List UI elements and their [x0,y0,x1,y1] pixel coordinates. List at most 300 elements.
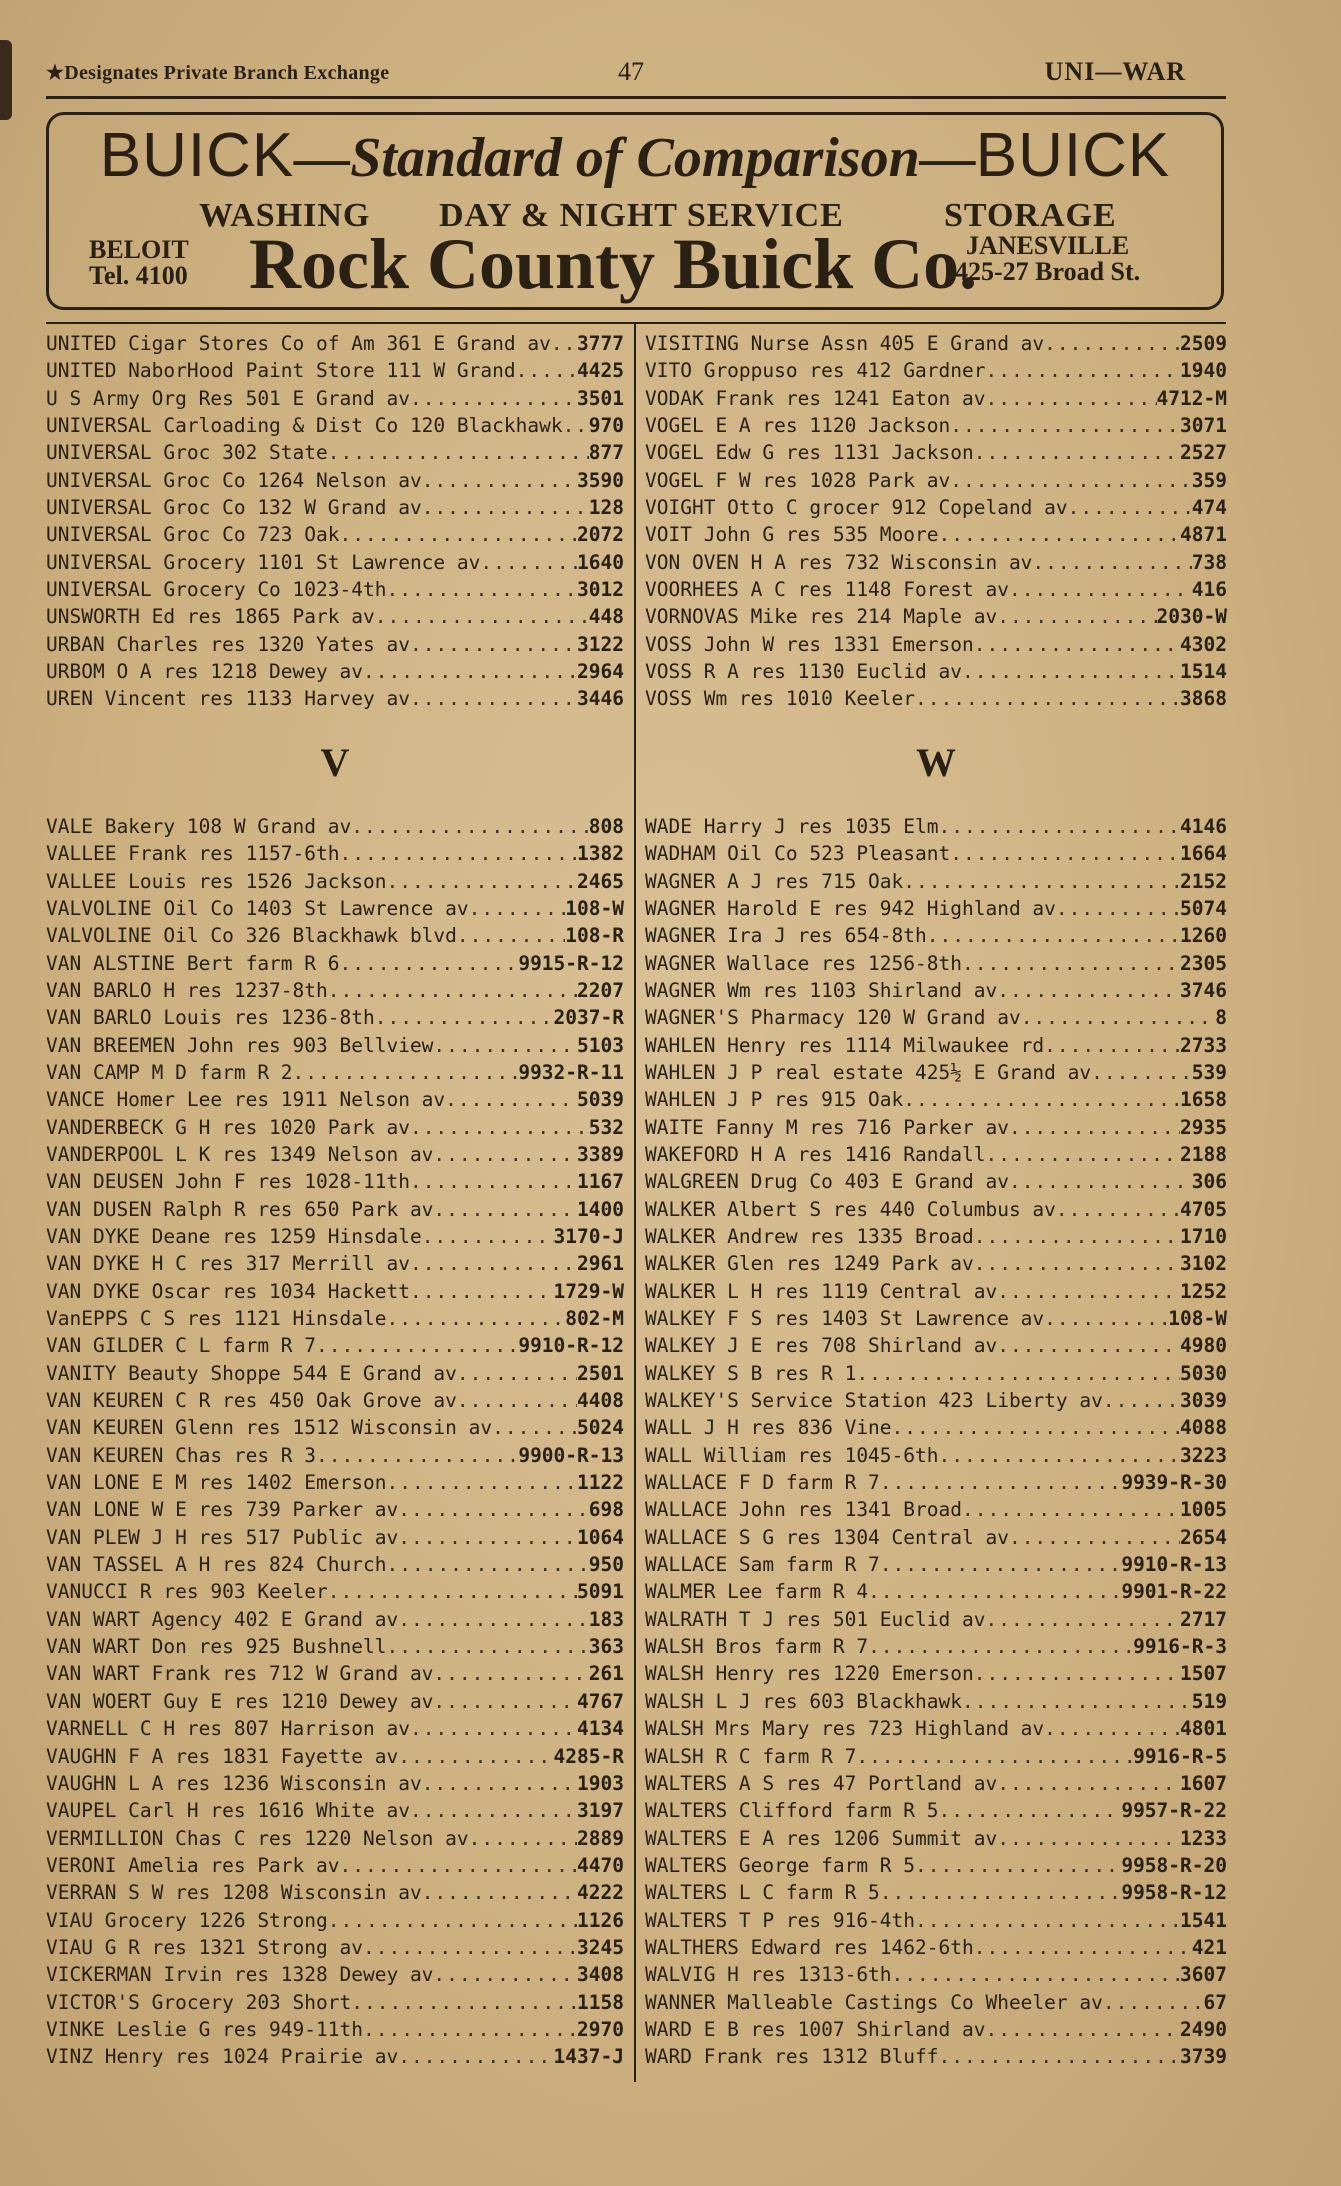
listing-entry [645,1387,1227,1414]
listing-name: WALMER Lee farm R 4 [645,1580,869,1604]
listing-entry [46,1715,624,1742]
listing-entry [645,357,1227,384]
listing-name: VAUGHN F A res 1831 Fayette av [46,1744,399,1768]
listing-name: VICTOR'S Grocery 203 Short [46,1990,352,2014]
phone-number: 5024 [577,1416,624,1440]
leader-dots [363,658,577,685]
listing-name: WALLACE F D farm R 7 [645,1471,880,1495]
listing-entry [645,412,1227,439]
listing-name: VITO Groppuso res 412 Gardner [645,359,986,383]
leader-dots [939,1797,1122,1824]
listing-name: UNIVERSAL Grocery Co 1023-4th [46,578,387,602]
listing-name: WALTERS E A res 1206 Summit av [645,1826,998,1850]
listing-name: WALLACE John res 1341 Broad [645,1498,962,1522]
listing-name: WALKEY J E res 708 Shirland av [645,1334,998,1358]
listing-entry [46,1551,624,1578]
leader-dots [433,1688,577,1715]
listing-name: VAN WART Frank res 712 W Grand av [46,1662,434,1686]
listing-entry [645,330,1227,357]
listing-entry [645,439,1227,466]
phone-number: 877 [588,441,624,465]
listing-name: WARD Frank res 1312 Bluff [645,2045,939,2069]
phone-number: 3170-J [553,1224,624,1248]
listing-entry [645,1168,1227,1195]
listing-name: WAITE Fanny M res 716 Parker av [645,1115,1009,1139]
leader-dots [939,1442,1181,1469]
listing-entry [645,385,1227,412]
listing-name: WALKEY'S Service Station 423 Liberty av [645,1389,1103,1413]
listing-entry [46,977,624,1004]
listing-entry [645,1496,1227,1523]
listing-entry [46,1660,624,1687]
phone-number: 9939-R-30 [1121,1471,1227,1495]
leader-dots [398,2043,553,2070]
listing-entry [645,1524,1227,1551]
leader-dots [469,1825,577,1852]
listing-name: UNIVERSAL Groc Co 1264 Nelson av [46,468,422,492]
phone-number: 9958-R-12 [1121,1881,1227,1905]
leader-dots [950,840,1180,867]
listing-entry [645,1250,1227,1277]
phone-number: 1400 [577,1197,624,1221]
phone-number: 3071 [1180,414,1227,438]
listing-name: WAGNER Harold E res 942 Highland av [645,896,1056,920]
listing-entry [645,658,1227,685]
phone-number: 2889 [577,1826,624,1850]
phone-number: 5103 [577,1033,624,1057]
phone-number: 4705 [1180,1197,1227,1221]
leader-dots [997,603,1156,630]
leader-dots [433,1032,577,1059]
leader-dots [915,1907,1180,1934]
leader-dots [445,1086,577,1113]
phone-number: 3746 [1180,978,1227,1002]
listing-entry [46,1961,624,1988]
listing-name: WALGREEN Drug Co 403 E Grand av [645,1170,1009,1194]
listing-name: WALKER Andrew res 1335 Broad [645,1224,974,1248]
leader-dots [316,1332,518,1359]
listing-name: VALLEE Louis res 1526 Jackson [46,869,387,893]
leader-dots [962,1688,1192,1715]
listing-entry [645,685,1227,712]
listing-entry [46,1059,624,1086]
leader-dots [410,685,577,712]
phone-number: 67 [1203,1990,1227,2014]
phone-number: 3868 [1180,687,1227,711]
listing-name: WALKER Albert S res 440 Columbus av [645,1197,1056,1221]
listing-entry [46,1278,624,1305]
leader-dots [903,1086,1180,1113]
listing-entry [46,1332,624,1359]
listing-name: URBAN Charles res 1320 Yates av [46,632,410,656]
phone-number: 4425 [577,359,624,383]
listing-name: WAHLEN J P res 915 Oak [645,1088,904,1112]
listing-name: WANNER Malleable Castings Co Wheeler av [645,1990,1103,2014]
phone-number: 1507 [1180,1662,1227,1686]
page-header [46,52,1226,92]
listing-entry [46,1852,624,1879]
listing-entry [645,840,1227,867]
listing-entry [645,1086,1227,1113]
phone-number: 1064 [577,1525,624,1549]
listing-entry [46,1168,624,1195]
listing-name: WALLACE S G res 1304 Central av [645,1525,1009,1549]
listing-name: VAN BARLO Louis res 1236-8th [46,1006,375,1030]
listing-name: WALLACE Sam farm R 7 [645,1553,880,1577]
leader-dots [997,1825,1180,1852]
listing-name: VON OVEN H A res 732 Wisconsin av [645,550,1033,574]
listing-name: WALVIG H res 1313-6th [645,1963,892,1987]
leader-dots [962,658,1180,685]
phone-number: 3777 [577,332,624,355]
leader-dots [328,1578,577,1605]
leader-dots [433,1660,588,1687]
listing-name: VINZ Henry res 1024 Prairie av [46,2045,399,2069]
leader-dots [892,1961,1180,1988]
phone-number: 738 [1191,550,1227,574]
listing-name: WAGNER'S Pharmacy 120 W Grand av [645,1006,1021,1030]
listing-name: VISITING Nurse Assn 405 E Grand av [645,332,1045,355]
listing-entry [46,2016,624,2043]
listing-entry [645,1989,1227,2016]
listing-entry [645,1223,1227,1250]
leader-dots [950,467,1192,494]
listing-name: U S Army Org Res 501 E Grand av [46,386,410,410]
listing-name: VOORHEES A C res 1148 Forest av [645,578,1009,602]
listing-name: VAN KEUREN Chas res R 3 [46,1443,317,1467]
phone-number: 2188 [1180,1142,1227,1166]
phone-number: 2072 [577,523,624,547]
listing-entry [46,1879,624,1906]
leader-dots [880,1469,1122,1496]
listing-name: WALTERS T P res 916-4th [645,1908,916,1932]
listing-name: UNITED NaborHood Paint Store 111 W Grand [46,359,516,383]
listing-name: VANITY Beauty Shoppe 544 E Grand av [46,1361,457,1385]
listing-entry [645,521,1227,548]
leader-dots [985,2016,1180,2043]
phone-number: 3408 [577,1963,624,1987]
phone-number: 9901-R-22 [1121,1580,1227,1604]
leader-dots [422,1879,577,1906]
phone-number: 1158 [577,1990,624,2014]
leader-dots [1103,1989,1204,2016]
listing-entry [46,1524,624,1551]
listing-name: WALRATH T J res 501 Euclid av [645,1607,986,1631]
phone-number: 2207 [577,978,624,1002]
listing-entry [46,895,624,922]
listing-name: WALKEY F S res 1403 St Lawrence av [645,1307,1045,1330]
phone-number: 1903 [577,1771,624,1795]
phone-number: 1167 [577,1170,624,1194]
ad-day-night-service: DAY & NIGHT SERVICE [439,197,844,234]
listing-entry [645,1660,1227,1687]
listing-entry [46,1743,624,1770]
listing-entry [46,1114,624,1141]
leader-dots [939,813,1181,840]
phone-number: 4302 [1180,632,1227,656]
phone-number: 1664 [1180,842,1227,866]
leader-dots [997,1278,1180,1305]
listing-name: VAN DEUSEN John F res 1028-11th [46,1170,410,1194]
listing-entry [645,1606,1227,1633]
phone-number: 4871 [1180,523,1227,547]
column-divider [634,322,636,2082]
leader-dots [1056,895,1180,922]
phone-number: 421 [1191,1935,1227,1959]
listing-name: VIAU G R res 1321 Strong av [46,1935,363,1959]
phone-number: 1437-J [553,2045,624,2069]
listing-entry [46,1086,624,1113]
listing-name: VAN WOERT Guy E res 1210 Dewey av [46,1689,434,1713]
listing-entry [46,576,624,603]
phone-number: 5030 [1180,1361,1227,1385]
leader-dots [1009,1114,1180,1141]
phone-number: 2305 [1180,951,1227,975]
phone-number: 950 [588,1553,624,1577]
listing-entry [645,977,1227,1004]
leader-dots [1044,1032,1180,1059]
leader-dots [375,603,589,630]
phone-number: 9910-R-13 [1121,1553,1227,1577]
listing-entry [46,1989,624,2016]
leader-dots [1068,494,1192,521]
phone-number: 128 [588,496,624,520]
phone-number: 4408 [577,1389,624,1413]
leader-dots [340,1852,578,1879]
listing-name: VORNOVAS Mike res 214 Maple av [645,605,998,629]
leader-dots [410,1278,554,1305]
phone-number: 5074 [1180,896,1227,920]
buick-advertisement [46,112,1224,310]
phone-number: 1710 [1180,1224,1227,1248]
phone-number: 306 [1191,1170,1227,1194]
listing-entry [46,1688,624,1715]
listing-name: VOGEL E A res 1120 Jackson [645,414,951,438]
leader-dots [328,439,589,466]
phone-number: 9915-R-12 [518,951,624,975]
listing-name: WAGNER Ira J res 654-8th [645,924,927,948]
listing-entry [46,1032,624,1059]
leader-dots [974,1250,1180,1277]
phone-number: 3501 [577,386,624,410]
listing-name: VAN KEUREN C R res 450 Oak Grove av [46,1389,457,1413]
listing-name: WARD E B res 1007 Shirland av [645,2017,986,2041]
listing-entry [645,1141,1227,1168]
listing-entry [46,868,624,895]
leader-dots [974,1934,1192,1961]
listing-name: VERONI Amelia res Park av [46,1853,340,1877]
listing-name: WALTERS L C farm R 5 [645,1881,880,1905]
phone-number: 4712-M [1156,386,1227,410]
leader-dots [974,1660,1180,1687]
listing-entry [46,1797,624,1824]
listing-entry [645,1360,1227,1387]
leader-dots [985,1606,1180,1633]
ad-beloit-tel: Tel. 4100 [89,261,188,290]
leader-dots [1103,1387,1180,1414]
leader-dots [868,1578,1121,1605]
phone-number: 4088 [1180,1416,1227,1440]
left-column [46,330,624,2071]
leader-dots [340,840,578,867]
phone-number: 3389 [577,1142,624,1166]
leader-dots [927,922,1180,949]
listing-name: VOGEL Edw G res 1131 Jackson [645,441,974,465]
listing-name: VAN ALSTINE Bert farm R 6 [46,951,340,975]
listing-entry [46,494,624,521]
leader-dots [433,1961,577,1988]
listing-entry [46,412,624,439]
leader-dots [856,1743,1133,1770]
listing-entry [46,1387,624,1414]
phone-number: 9932-R-11 [518,1060,624,1084]
phone-number: 2030-W [1156,605,1227,629]
listing-name: WALKER L H res 1119 Central av [645,1279,998,1303]
listing-entry [645,1715,1227,1742]
leader-dots [386,868,577,895]
listing-entry [645,1414,1227,1441]
leader-dots [457,1360,577,1387]
phone-number: 698 [588,1498,624,1522]
leader-dots [457,1387,577,1414]
phone-number: 4767 [577,1689,624,1713]
leader-dots [457,922,565,949]
listing-name: WALKER Glen res 1249 Park av [645,1252,974,1276]
leader-dots [985,357,1180,384]
leader-dots [328,1907,577,1934]
phone-number: 3039 [1180,1389,1227,1413]
phone-number: 1729-W [553,1279,624,1303]
listing-entry [645,1004,1227,1031]
leader-dots [903,868,1180,895]
phone-number: 4980 [1180,1334,1227,1358]
listing-entry [645,1551,1227,1578]
leader-dots [950,412,1180,439]
leader-dots [398,1743,553,1770]
listing-name: WAKEFORD H A res 1416 Randall [645,1142,986,1166]
phone-number: 359 [1191,468,1227,492]
leader-dots [398,1606,589,1633]
listing-name: VAN PLEW J H res 517 Public av [46,1525,399,1549]
leader-dots [880,1879,1122,1906]
listing-entry [645,1278,1227,1305]
listing-entry [645,868,1227,895]
ad-slogan: —Standard of Comparison— [294,127,976,189]
leader-dots [997,1770,1180,1797]
phone-number: 3122 [577,632,624,656]
leader-dots [892,1414,1180,1441]
leader-dots [398,1496,589,1523]
phone-number: 3590 [577,468,624,492]
listing-entry [645,549,1227,576]
listing-entry [46,1414,624,1441]
listing-name: VOIGHT Otto C grocer 912 Copeland av [645,496,1068,520]
phone-number: 108-W [565,896,624,920]
listing-entry [645,1852,1227,1879]
leader-dots [962,1496,1180,1523]
listing-name: VAN LONE W E res 739 Parker av [46,1498,399,1522]
leader-dots [340,950,519,977]
leader-dots [985,1141,1180,1168]
listing-name: VAN GILDER C L farm R 7 [46,1334,317,1358]
listing-name: VOGEL F W res 1028 Park av [645,468,951,492]
phone-number: 1126 [577,1908,624,1932]
listing-entry [645,1688,1227,1715]
leader-dots [351,1989,577,2016]
phone-number: 1541 [1180,1908,1227,1932]
leader-dots [386,1305,565,1332]
phone-number: 4134 [577,1717,624,1741]
phone-number: 1940 [1180,359,1227,383]
phone-number: 3446 [577,687,624,711]
phone-number: 3607 [1180,1963,1227,1987]
listing-name: VAUPEL Carl H res 1616 White av [46,1799,410,1823]
leader-dots [422,1223,554,1250]
phone-number: 2970 [577,2017,624,2041]
leader-dots [328,977,577,1004]
listing-entry [46,521,624,548]
phone-number: 9910-R-12 [518,1334,624,1358]
phone-number: 5091 [577,1580,624,1604]
listing-name: VALVOLINE Oil Co 1403 St Lawrence av [46,896,469,920]
leader-dots [410,1250,577,1277]
leader-dots [939,2043,1181,2070]
phone-number: 2654 [1180,1525,1227,1549]
listing-entry [46,549,624,576]
listing-name: WAHLEN Henry res 1114 Milwaukee rd [645,1033,1045,1057]
leader-dots [398,1524,577,1551]
phone-number: 970 [588,414,624,438]
leader-dots [974,1223,1180,1250]
leader-dots [469,895,566,922]
listing-entry [46,1196,624,1223]
listing-name: VAN WART Don res 925 Bushnell [46,1635,387,1659]
listing-name: VALVOLINE Oil Co 326 Blackhawk blvd [46,924,457,948]
listing-entry [645,1332,1227,1359]
phone-number: 4222 [577,1881,624,1905]
listing-name: WADHAM Oil Co 523 Pleasant [645,842,951,866]
listing-entry [645,1879,1227,1906]
phone-number: 2501 [577,1361,624,1385]
phone-number: 448 [588,605,624,629]
listing-name: WALSH L J res 603 Blackhawk [645,1689,962,1713]
leader-dots [410,1715,577,1742]
listing-entry [645,950,1227,977]
leader-dots [939,521,1181,548]
listing-entry [46,1934,624,1961]
phone-number: 3245 [577,1935,624,1959]
listing-name: VAN CAMP M D farm R 2 [46,1060,293,1084]
ad-beloit-city: BELOIT [89,235,189,264]
listing-name: WAHLEN J P real estate 425½ E Grand av [645,1060,1092,1084]
leader-dots [1091,1059,1192,1086]
listing-name: WALL J H res 836 Vine [645,1416,892,1440]
listing-name: UNIVERSAL Carloading & Dist Co 120 Blackhawk [46,414,563,438]
phone-number: 416 [1191,578,1227,602]
listing-entry [645,813,1227,840]
ad-janesville [955,233,1140,285]
listing-name: VAN DYKE H C res 317 Merrill av [46,1252,410,1276]
phone-number: 1607 [1180,1771,1227,1795]
leader-dots [915,685,1180,712]
phone-number: 808 [588,814,624,838]
listing-name: VAN DUSEN Ralph R res 650 Park av [46,1197,434,1221]
listing-entry [46,1496,624,1523]
phone-number: 9916-R-5 [1133,1744,1227,1768]
listing-name: VanEPPS C S res 1121 Hinsdale [46,1307,387,1330]
listing-name: UREN Vincent res 1133 Harvey av [46,687,410,711]
listing-entry [645,1961,1227,1988]
